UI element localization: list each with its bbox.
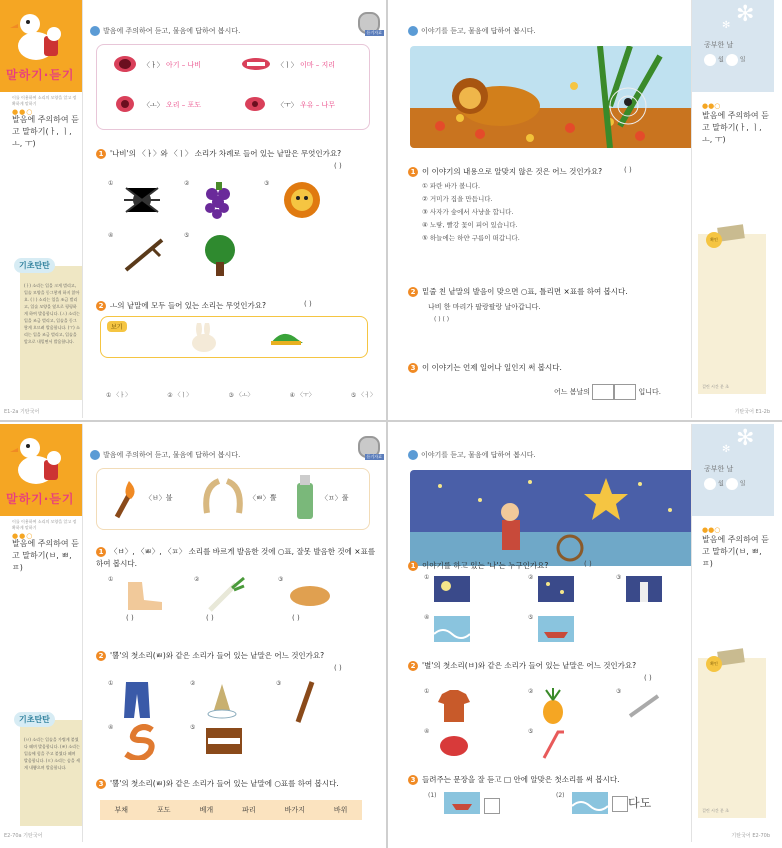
recorder-image[interactable]	[292, 680, 318, 724]
word-option[interactable]: 부채	[114, 806, 129, 814]
page-number: 기탄국어 E1-2b	[734, 409, 770, 415]
q2-option[interactable]: ① 〈ㅏ〉	[106, 392, 132, 399]
q3-word-row	[100, 800, 362, 820]
boga-box	[100, 316, 368, 358]
option-num: ③	[264, 180, 270, 187]
section-header: 발음에 주의하여 듣고, 물음에 답하여 봅시다.	[90, 450, 240, 460]
word-option[interactable]: 포도	[157, 806, 171, 814]
lesson-topic: 발음에 주의하여 듣고 말하기(ㅏ, ㅣ, ㅗ, ㅜ)	[12, 115, 79, 148]
mouth-a-icon	[113, 55, 137, 73]
story-icon	[408, 450, 418, 460]
main-content	[404, 0, 704, 418]
pair-3: 〈ㅗ〉 오리 – 포도	[143, 101, 201, 109]
snowflake-icon: ✻	[722, 20, 731, 31]
stars-image[interactable]	[538, 576, 574, 602]
question-1: 1 〈ㅂ〉, 〈ㅃ〉, 〈ㅍ〉 소리를 바르게 발음한 것에 ○표, 잘못 발음한 것에 ×표를 하여 봅시다.	[96, 547, 376, 568]
question-1: 1 이야기를 하고 있는 '나'는 누구인가요?	[408, 560, 698, 571]
page-number: 기탄국어 E2-70b	[731, 833, 770, 839]
option-num: ③	[616, 574, 622, 581]
cap-image	[269, 327, 303, 349]
option-num: ⑤	[528, 728, 534, 735]
time-taken: 걸린 시간 분 초	[702, 384, 729, 389]
right-sidebar	[691, 424, 774, 842]
kibon-title: 기초탄탄	[14, 712, 55, 727]
boga-label: 보기	[107, 321, 127, 332]
option-num: ②	[194, 576, 200, 583]
option-num: ①	[108, 680, 114, 687]
piano-image[interactable]	[204, 724, 244, 758]
sidebar-header	[0, 424, 82, 516]
pants-image[interactable]	[122, 680, 152, 720]
bulb-image[interactable]	[204, 680, 240, 720]
day-field[interactable]	[726, 54, 738, 66]
sidebar-header	[0, 0, 82, 92]
day-field[interactable]	[726, 478, 738, 490]
left-sidebar	[0, 0, 83, 418]
answer-paren-1[interactable]: ( )	[334, 162, 342, 170]
story-icon	[408, 26, 418, 36]
option-num: ④	[108, 232, 114, 239]
item-label: (1)	[428, 792, 437, 799]
answer-box[interactable]	[592, 384, 614, 400]
word-option[interactable]: 파리	[242, 806, 256, 814]
question-3: 3 이 이야기는 언제 일어나 일인지 써 봅시다.	[408, 362, 698, 373]
question-2: 2 밑줄 친 낱말의 발음이 맞으면 ○표, 틀리면 ×표를 하여 봅시다.	[408, 286, 698, 297]
page-number: E2-70a 기탄국어	[4, 833, 43, 839]
story-illustration	[410, 46, 696, 148]
answer-box[interactable]	[614, 384, 636, 400]
boat-picture	[444, 792, 480, 814]
cd-label: 듣기자료	[366, 454, 382, 459]
rabbit-image	[189, 323, 219, 353]
grapes-image[interactable]	[200, 180, 236, 220]
question-2: 2 '별'의 첫소리(ㅂ)와 같은 소리가 들어 있는 낱말은 어느 것인가요?	[408, 660, 698, 671]
question-2: 2 '뿔'의 첫소리(ㅃ)와 같은 소리가 들어 있는 낱말은 어느 것인가요?	[96, 650, 384, 661]
choice-item[interactable]: ⑤ 하늘에는 하얀 구름이 떠갑니다.	[422, 234, 520, 242]
pair-2: 〈ㅣ〉 이마 – 지리	[277, 61, 335, 69]
item-label: (2)	[556, 792, 565, 799]
answer-paren[interactable]: ( )	[292, 614, 300, 622]
option-num: ②	[528, 688, 534, 695]
star-boy-scene	[410, 470, 696, 566]
q2-options	[106, 390, 376, 399]
option-num: ③	[278, 576, 284, 583]
option-num: ①	[424, 688, 430, 695]
foot-image[interactable]	[122, 576, 166, 612]
answer-paren-2[interactable]: ( ) ( )	[434, 316, 450, 323]
sidebar-title: 말하기·듣기	[6, 68, 75, 82]
glue-image	[295, 475, 315, 521]
month-field[interactable]	[704, 478, 716, 490]
kibon-title: 기초탄탄	[14, 258, 55, 273]
answer-fill: 다도	[612, 794, 651, 812]
main-content	[404, 424, 704, 842]
torch-image	[109, 477, 139, 521]
answer-paren-2[interactable]: ( )	[304, 300, 312, 308]
left-sidebar	[0, 424, 83, 842]
word-option[interactable]: 베개	[199, 806, 214, 814]
sidebar-header	[692, 424, 774, 516]
bread-image[interactable]	[288, 582, 332, 608]
sidebar-subtitle: 이를 이용하여 소리의 모양을 알고 정확하게 말하기	[12, 95, 77, 106]
month-field[interactable]	[704, 54, 716, 66]
word-bul: 〈ㅂ〉불	[145, 494, 173, 502]
option-num: ③	[276, 680, 282, 687]
snake-image[interactable]	[122, 724, 156, 760]
main-content	[86, 0, 384, 418]
green-onion-image[interactable]	[206, 576, 246, 612]
option-num: ①	[108, 576, 114, 583]
word-option[interactable]: 바가지	[284, 806, 305, 814]
option-num: ⑤	[190, 724, 196, 731]
option-num: ②	[190, 680, 196, 687]
vowel-box	[96, 44, 370, 130]
fruit-image[interactable]	[436, 728, 472, 758]
level-dots: ●●○	[702, 102, 721, 110]
moon-night-image[interactable]	[434, 576, 470, 602]
kibon-text: (ㅂ) 소리는 입술을 가볍게 붙였다 떼며 발음합니다. (ㅃ) 소리는 입술에 힘을 주고 붙였다 떼며 발음합니다. (ㅍ) 소리는 숨을 세게 내뿜으며 발음합니다.	[24, 737, 80, 770]
pair-4: 〈ㅜ〉 우유 – 나무	[277, 101, 335, 109]
sidebar-subtitle: 이를 이용하여 소리의 모양을 알고 정확하게 말하기	[12, 519, 77, 530]
answer-paren-2[interactable]: ( )	[644, 674, 652, 682]
listen-icon	[90, 450, 100, 460]
lion-spider-scene	[410, 46, 696, 148]
snowflake-icon: ✻	[722, 444, 731, 455]
page-number: E1-2a 기탄국어	[4, 409, 40, 415]
kibon-text: (ㅏ) 소리는 입을 크게 벌리고, 입술 모양을 동그랗게 하지 않아요. (ㅣ) 소리는 입을 조금 벌리고, 입술 모양을 옆으로 평평하게 하여 발음합니다. (ㅗ) 소리는 입을 조금 벌리고, 입술을 동그랗게 오므려 발음합니다. (ㅜ) 소리는 입을 조금 벌리고, 입술을 앞으로 내밀면서 발음합니다.	[24, 283, 80, 344]
word-ppul: 〈ㅃ〉뿔	[249, 494, 277, 502]
answer-paren[interactable]: ( )	[206, 614, 214, 622]
underlined-sentence: 나비 한 마리가 팔랑팔랑 날아갑니다.	[428, 303, 541, 311]
answer-box[interactable]	[612, 796, 628, 812]
time-taken: 걸린 시간 분 초	[702, 808, 729, 813]
snowflake-icon: ✻	[736, 426, 755, 451]
kibon-box	[19, 261, 82, 400]
page-divider-horizontal	[0, 420, 782, 422]
boat-image[interactable]	[538, 616, 574, 642]
wave-picture	[572, 792, 608, 814]
section-header: 이야기를 듣고, 물음에 답하여 봅시다.	[408, 450, 536, 460]
tree-image[interactable]	[200, 234, 240, 278]
answer-paren-1[interactable]: ( )	[624, 166, 632, 174]
straw-image[interactable]	[538, 728, 568, 760]
option-num: ②	[184, 180, 190, 187]
mouth-o-icon	[115, 95, 135, 113]
option-num: ③	[616, 688, 622, 695]
page-4	[390, 424, 774, 842]
option-num: ①	[108, 180, 114, 187]
option-num: ④	[108, 724, 114, 731]
listen-icon	[90, 26, 100, 36]
memo-note	[698, 658, 766, 818]
q2-option[interactable]: ③ 〈ㅗ〉	[228, 392, 254, 399]
pair-1: 〈ㅏ〉 아기 – 나비	[143, 61, 201, 69]
choice-item[interactable]: ③ 사자가 숲에서 사냥을 합니다.	[422, 208, 514, 216]
question-3: 3 들려주는 문장을 잘 듣고 □ 안에 알맞은 첫소리를 써 봅시다.	[408, 774, 698, 785]
study-day-fields: 월 일	[704, 54, 746, 66]
level-dots: ●●○	[12, 108, 34, 116]
option-num: ⑤	[528, 614, 534, 621]
word-option[interactable]: 바위	[333, 806, 348, 814]
q2-option[interactable]: ② 〈ㅣ〉	[167, 392, 193, 399]
q2-option[interactable]: ⑤ 〈ㅓ〉	[350, 392, 376, 399]
question-1: 1 이 이야기의 내용으로 알맞지 않은 것은 어느 것인가요?	[408, 166, 698, 177]
check-badge: 확인	[706, 656, 722, 672]
choice-list	[422, 180, 520, 245]
page-2	[390, 0, 774, 418]
question-1: 1 '나비'의 〈ㅏ〉와 〈ㅣ〉 소리가 차례로 들어 있는 낱말은 무엇인가요?	[96, 148, 384, 159]
horns-image	[201, 477, 245, 517]
answer-paren[interactable]: ( )	[126, 614, 134, 622]
question-2: 2 ㅗ의 낱말에 모두 들어 있는 소리는 무엇인가요?	[96, 300, 384, 311]
answer-line-3: 어느 봄날의 입니다.	[554, 384, 661, 400]
sidebar-title: 말하기·듣기	[6, 492, 75, 506]
story-illustration	[410, 470, 696, 566]
answer-box[interactable]	[484, 798, 500, 814]
option-num: ①	[424, 574, 430, 581]
memo-note	[698, 234, 766, 394]
duck-mascot-icon	[8, 430, 68, 490]
cd-label: 듣기자료	[366, 30, 382, 35]
section-header: 이야기를 듣고, 물음에 답하여 봅시다.	[408, 26, 536, 36]
flute-image[interactable]	[626, 692, 662, 720]
option-num: ②	[528, 574, 534, 581]
wave-image[interactable]	[434, 616, 470, 642]
lesson-topic: 발음에 주의하여 듣고 말하기(ㅂ, ㅃ, ㅍ)	[12, 539, 79, 572]
mouth-u-icon	[243, 95, 267, 113]
shirt-image[interactable]	[436, 688, 472, 724]
sidebar-header	[692, 0, 774, 92]
study-day-fields: 월 일	[704, 478, 746, 490]
lesson-topic: 발음에 주의하여 듣고 말하기(ㅏ, ㅣ, ㅗ, ㅜ)	[702, 111, 769, 144]
section-header: 발음에 주의하여 듣고, 물음에 답하여 봅시다.	[90, 26, 240, 36]
right-sidebar	[691, 0, 774, 418]
page-1	[0, 0, 384, 418]
study-day-label: 공부한 날	[704, 465, 734, 473]
option-num: ④	[424, 614, 430, 621]
snowflake-icon: ✻	[736, 2, 755, 27]
answer-paren-1[interactable]: ( )	[584, 560, 592, 568]
word-pul: 〈ㅍ〉풀	[321, 494, 349, 502]
check-badge: 확인	[706, 232, 722, 248]
consonant-box	[96, 468, 370, 530]
kibon-box	[19, 715, 82, 826]
choice-item[interactable]: ④ 노랗, 빨강 꽃이 피어 있습니다.	[422, 221, 518, 229]
q2-option[interactable]: ④ 〈ㅜ〉	[289, 392, 315, 399]
duck-mascot-icon	[8, 6, 68, 66]
spider-image[interactable]	[122, 180, 162, 220]
choice-item[interactable]: ① 파란 바가 볼니다.	[422, 182, 481, 190]
option-num: ④	[424, 728, 430, 735]
mouth-i-icon	[241, 57, 271, 71]
main-content	[86, 424, 384, 842]
page-divider-vertical	[386, 0, 388, 848]
study-day-label: 공부한 날	[704, 41, 734, 49]
answer-paren-2[interactable]: ( )	[334, 664, 342, 672]
lion-image[interactable]	[282, 180, 322, 224]
branch-image[interactable]	[122, 234, 166, 274]
level-dots: ●●○	[12, 532, 34, 540]
choice-item[interactable]: ② 거미가 집을 만듭니다.	[422, 195, 493, 203]
lighthouse-image[interactable]	[626, 576, 662, 602]
page-3	[0, 424, 384, 842]
option-num: ⑤	[184, 232, 190, 239]
level-dots: ●●○	[702, 526, 721, 534]
question-3: 3 '뿔'의 첫소리(ㅃ)와 같은 소리가 들어 있는 낱말에 ○표를 하여 봅시다.	[96, 778, 384, 789]
pineapple-image[interactable]	[538, 688, 568, 726]
lesson-topic: 발음에 주의하여 듣고 말하기(ㅂ, ㅃ, ㅍ)	[702, 535, 769, 568]
